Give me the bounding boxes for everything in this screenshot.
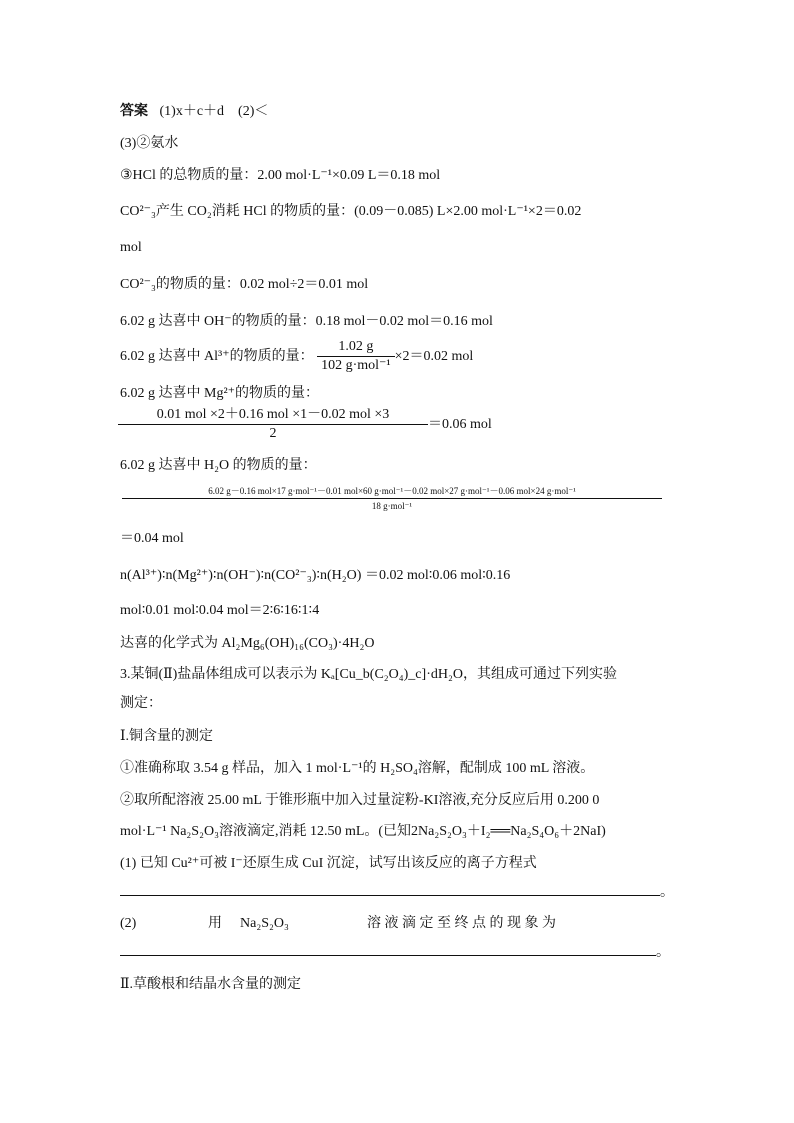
- answer-part-3: (3)②氨水: [120, 136, 179, 151]
- question-3-stem: 3.某铜(Ⅱ)盐晶体组成可以表示为 Kₐ[Cu_b(C₂O₄)_c]·dH₂O，其组成可通过下列实验: [120, 667, 617, 682]
- mg-fraction: [118, 406, 428, 443]
- al-fraction: [317, 338, 395, 375]
- section-oxalate: Ⅱ.草酸根和结晶水含量的测定: [120, 977, 302, 992]
- calc-oh-amount: 6.02 g 达喜中 OH⁻的物质的量：0.18 mol－0.02 mol＝0.16 mol: [120, 314, 493, 329]
- question-1: (1) 已知 Cu²⁺可被 I⁻还原生成 CuI 沉淀，试写出该反应的离子方程式: [120, 856, 537, 871]
- answer-label: 答案: [120, 104, 148, 119]
- question-2-reagent: Na₂S₂O₃: [240, 916, 289, 931]
- question-2: [120, 914, 675, 934]
- ratio-line-cont: mol∶0.01 mol∶0.04 mol＝2∶6∶16∶1∶4: [120, 603, 320, 618]
- answer-part-1-2: (1)x＋c＋d (2)＜: [159, 104, 269, 119]
- answer-blank-2-row: [120, 943, 670, 963]
- question-3-stem-cont: 测定：: [120, 696, 162, 711]
- calc-h2o-result: ＝0.04 mol: [120, 531, 184, 546]
- answer-blank-2[interactable]: [120, 943, 656, 956]
- al-fraction-num: 1.02 g: [317, 338, 395, 357]
- calc-mg-result: ＝0.06 mol: [428, 417, 492, 432]
- answer-line-1: [120, 102, 268, 122]
- question-2-text: 溶 液 滴 定 至 终 点 的 现 象 为: [367, 916, 556, 931]
- step-2: ②取所配溶液 25.00 mL 于锥形瓶中加入过量淀粉-KI溶液,充分反应后用 0.200 0: [120, 793, 600, 808]
- answer-blank-2-end: 。: [656, 945, 670, 960]
- question-2-word: 用: [208, 916, 222, 931]
- step-1: ①准确称取 3.54 g 样品，加入 1 mol·L⁻¹的 H₂SO₄溶解，配制成 100 mL 溶液。: [120, 761, 595, 776]
- calc-mg-label: 6.02 g 达喜中 Mg²⁺的物质的量：: [120, 386, 320, 401]
- answer-blank-1[interactable]: [120, 883, 660, 896]
- calc-co3-amount: CO²⁻₃的物质的量：0.02 mol÷2＝0.01 mol: [120, 277, 369, 292]
- answer-blank-1-end: 。: [660, 885, 674, 900]
- calc-al-label: 6.02 g 达喜中 Al³⁺的物质的量：: [120, 349, 314, 364]
- calc-co3-hcl-cont: mol: [120, 240, 142, 255]
- calc-h2o-fraction: [122, 484, 662, 513]
- section-copper: Ⅰ.铜含量的测定: [120, 729, 214, 744]
- calc-co3-hcl: CO²⁻₃产生 CO₂消耗 HCl 的物质的量：(0.09－0.085) L×2.00 mol·L⁻¹×2＝0.02: [120, 204, 582, 219]
- al-fraction-den: 102 g·mol⁻¹: [321, 358, 391, 374]
- calc-h2o-label: 6.02 g 达喜中 H₂O 的物质的量：: [120, 458, 317, 473]
- h2o-fraction: [122, 484, 662, 513]
- step-2-cont: mol·L⁻¹ Na₂S₂O₃溶液滴定,消耗 12.50 mL。(已知2Na₂S₂O₃＋I₂══Na₂S₄O₆＋2NaI): [120, 824, 606, 839]
- ratio-line: n(Al³⁺)∶n(Mg²⁺)∶n(OH⁻)∶n(CO²⁻₃)∶n(H₂O) ＝0.02 mol∶0.06 mol∶0.16: [120, 568, 511, 583]
- h2o-fraction-num: 6.02 g－0.16 mol×17 g·mol⁻¹－0.01 mol×60 g·mol⁻¹－0.02 mol×27 g·mol⁻¹－0.06 mol×24 g·mol⁻¹: [122, 484, 662, 499]
- calc-mg-amount: [118, 405, 492, 445]
- calc-al-amount: [120, 337, 473, 377]
- answer-blank-1-row: [120, 883, 674, 903]
- question-2-num: (2): [120, 916, 137, 931]
- h2o-fraction-den: 18 g·mol⁻¹: [371, 501, 413, 511]
- formula-line: 达喜的化学式为 Al₂Mg₆(OH)₁₆(CO₃)·4H₂O: [120, 636, 375, 651]
- mg-fraction-num: 0.01 mol ×2＋0.16 mol ×1－0.02 mol ×3: [118, 406, 428, 425]
- calc-hcl-total: ③HCl 的总物质的量：2.00 mol·L⁻¹×0.09 L＝0.18 mol: [120, 168, 441, 183]
- mg-fraction-den: 2: [269, 426, 277, 442]
- calc-al-result: ×2＝0.02 mol: [394, 349, 474, 364]
